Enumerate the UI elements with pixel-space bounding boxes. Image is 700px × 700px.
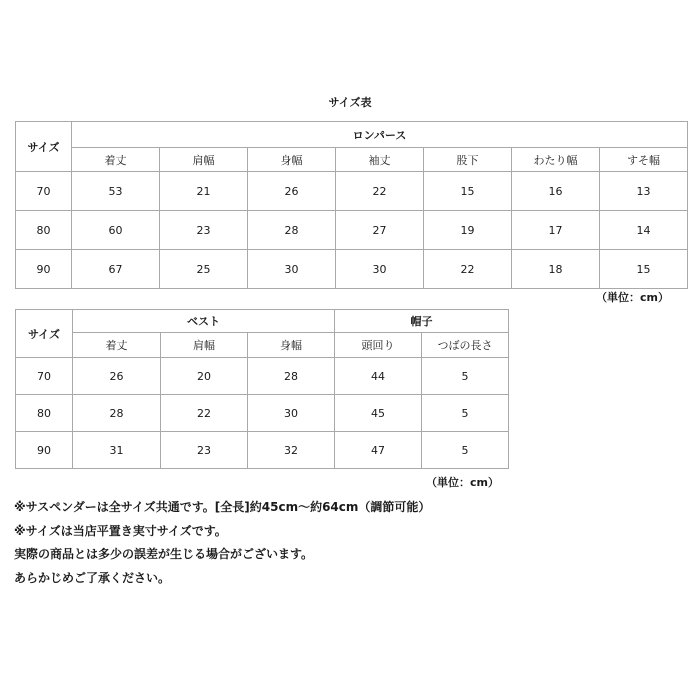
table-cell: 14 [600, 211, 688, 250]
table-cell: 28 [248, 358, 335, 395]
table-cell: 15 [424, 172, 512, 211]
table-cell: 17 [512, 211, 600, 250]
note-line: ※サイズは当店平置き実寸サイズです。 [14, 523, 227, 538]
table-cell: 5 [422, 432, 509, 469]
column-header: すそ幅 [600, 148, 688, 172]
note-line: ※サスペンダーは全サイズ共通です。[全長]約45cm〜約64cm（調節可能） [14, 500, 431, 514]
size-cell: 80 [16, 211, 72, 250]
table-cell: 22 [424, 250, 512, 289]
column-header: 着丈 [72, 148, 160, 172]
column-header: 身幅 [248, 333, 335, 358]
column-header: 身幅 [248, 148, 336, 172]
table-cell: 25 [160, 250, 248, 289]
column-header: 袖丈 [336, 148, 424, 172]
size-chart-title: サイズ表 [328, 96, 372, 109]
note-line: 実際の商品とは多少の誤差が生じる場合がございます。 [14, 547, 314, 561]
size-column-header: サイズ [16, 122, 72, 172]
column-header: わたり幅 [512, 148, 600, 172]
vest-group-header: ベスト [73, 310, 335, 333]
table-cell: 28 [73, 395, 161, 432]
unit-note: （単位：cm） [426, 476, 499, 489]
column-header: 肩幅 [161, 333, 248, 358]
size-cell: 90 [16, 250, 72, 289]
table-cell: 53 [72, 172, 160, 211]
table-cell: 26 [73, 358, 161, 395]
table-cell: 21 [160, 172, 248, 211]
column-header: 頭回り [335, 333, 422, 358]
table-cell: 19 [424, 211, 512, 250]
table-cell: 27 [336, 211, 424, 250]
table-row [16, 211, 688, 250]
table-cell: 16 [512, 172, 600, 211]
table-row [16, 432, 509, 469]
table-cell: 30 [248, 250, 336, 289]
vest-hat-size-table [15, 309, 509, 469]
table-cell: 22 [336, 172, 424, 211]
table-cell: 5 [422, 395, 509, 432]
table-cell: 45 [335, 395, 422, 432]
table-cell: 60 [72, 211, 160, 250]
hat-group-header: 帽子 [335, 310, 509, 333]
table-cell: 44 [335, 358, 422, 395]
table-cell: 30 [336, 250, 424, 289]
table-cell: 20 [161, 358, 248, 395]
table-row [16, 395, 509, 432]
size-cell: 90 [16, 432, 73, 469]
table-cell: 30 [248, 395, 335, 432]
note-line: あらかじめご了承ください。 [14, 570, 171, 585]
size-column-header: サイズ [16, 310, 73, 358]
table-row [16, 172, 688, 211]
column-header: 股下 [424, 148, 512, 172]
table-cell: 26 [248, 172, 336, 211]
table-cell: 18 [512, 250, 600, 289]
table-row [16, 358, 509, 395]
table-cell: 15 [600, 250, 688, 289]
column-header: 着丈 [73, 333, 161, 358]
table-cell: 67 [72, 250, 160, 289]
table-row [16, 250, 688, 289]
size-cell: 70 [16, 358, 73, 395]
column-header: 肩幅 [160, 148, 248, 172]
table-cell: 28 [248, 211, 336, 250]
column-header: つばの長さ [422, 333, 509, 358]
table-cell: 5 [422, 358, 509, 395]
romper-size-table [15, 121, 688, 289]
unit-note: （単位：cm） [596, 291, 669, 304]
table-cell: 23 [161, 432, 248, 469]
notes-block [14, 496, 430, 590]
size-cell: 80 [16, 395, 73, 432]
romper-group-header: ロンパース [72, 122, 688, 148]
table-cell: 22 [161, 395, 248, 432]
table-cell: 32 [248, 432, 335, 469]
table-cell: 31 [73, 432, 161, 469]
table-cell: 47 [335, 432, 422, 469]
table-cell: 23 [160, 211, 248, 250]
table-cell: 13 [600, 172, 688, 211]
size-cell: 70 [16, 172, 72, 211]
